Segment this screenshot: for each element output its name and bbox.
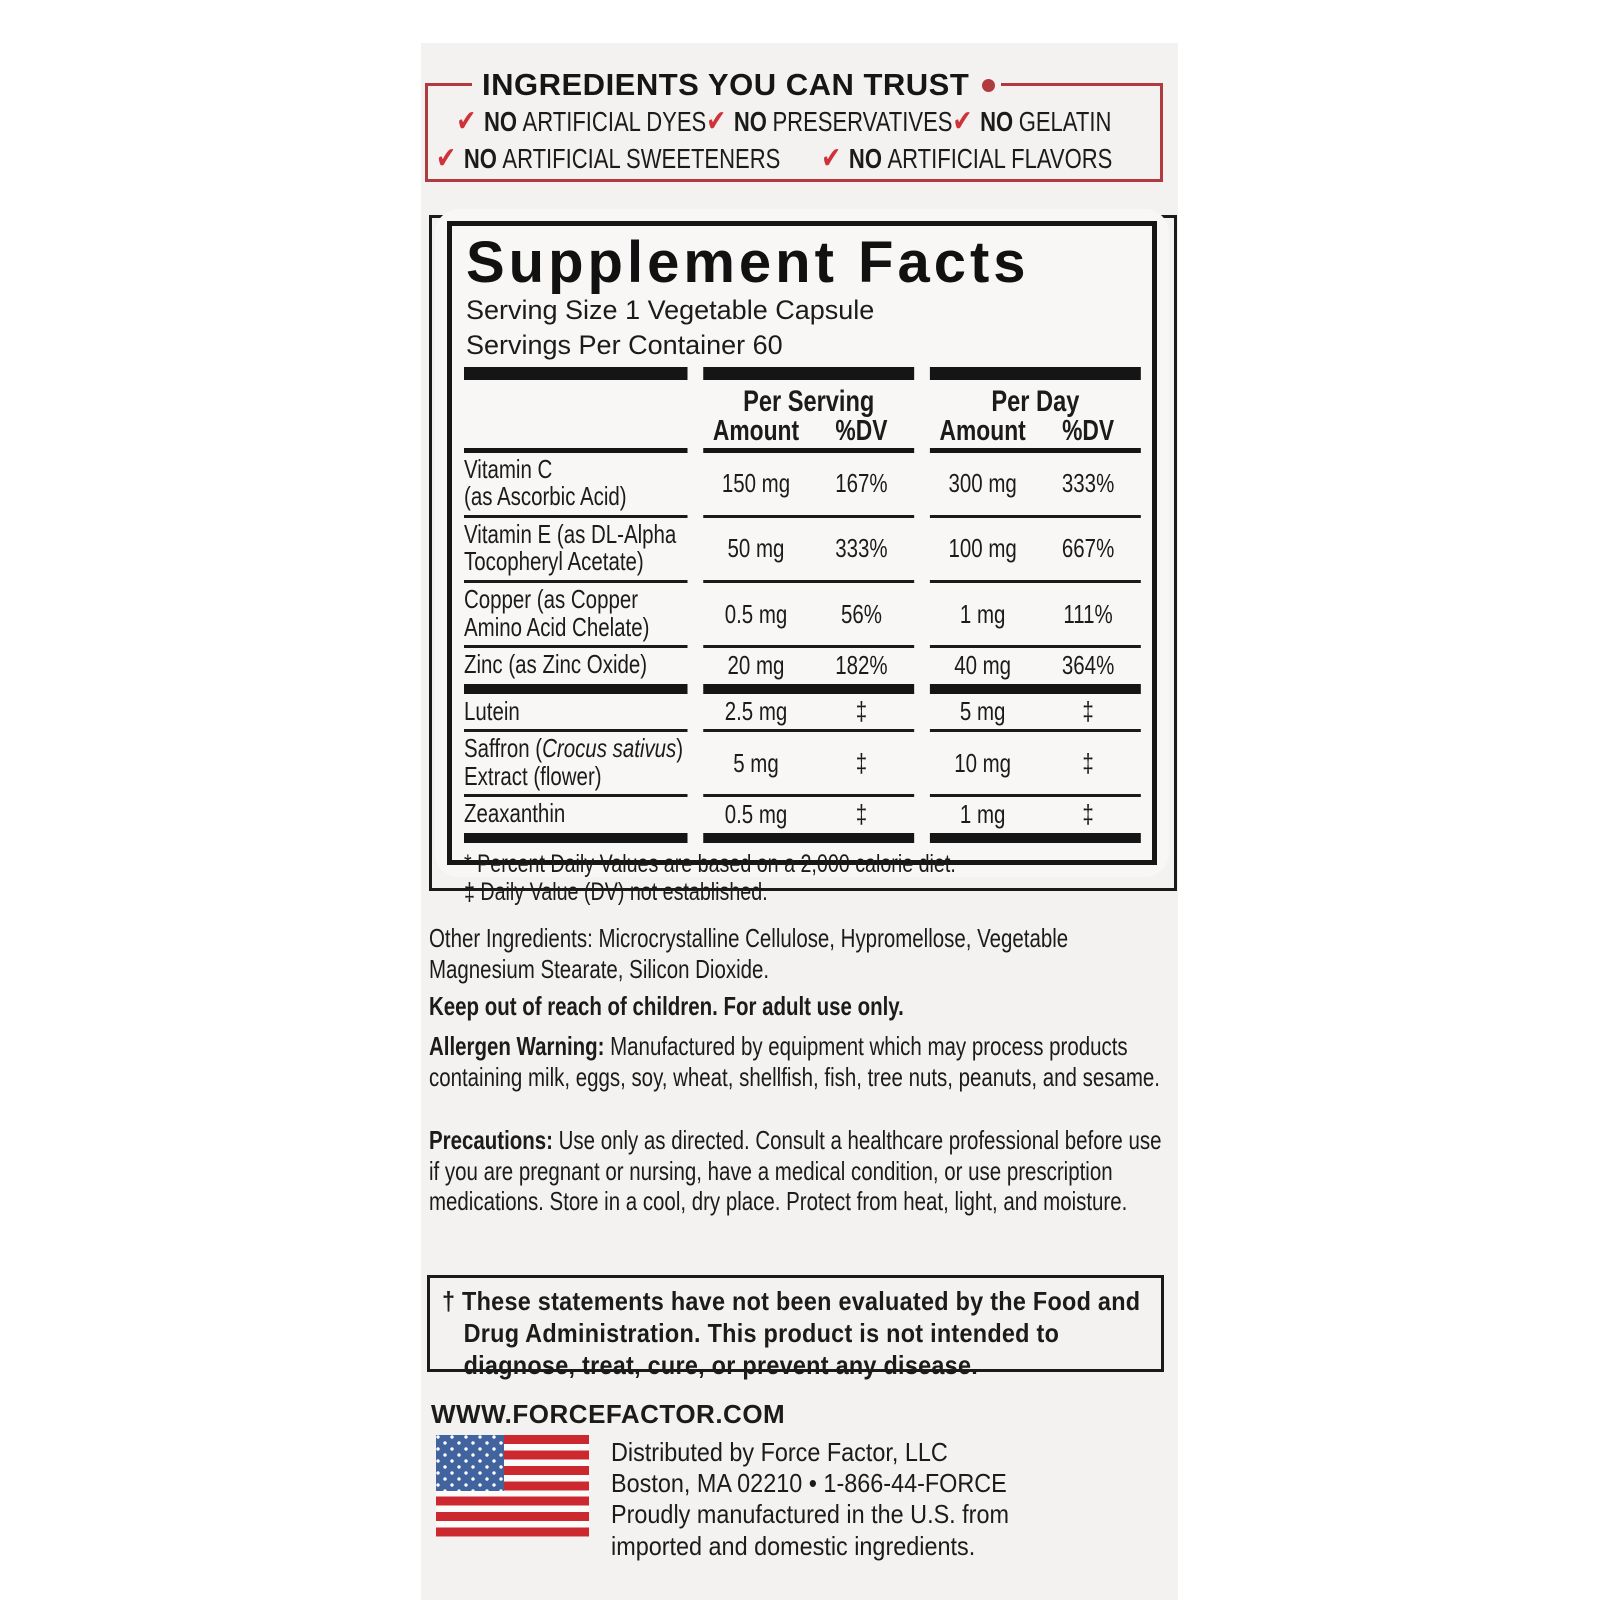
table-row-vitamin-c xyxy=(464,453,1141,518)
table-group-separator xyxy=(464,684,1141,694)
allergen-warning-label: Allergen Warning: xyxy=(429,1031,605,1061)
website-url: WWW.FORCEFACTOR.COM xyxy=(431,1399,786,1429)
supplement-facts-card xyxy=(435,209,1169,906)
distributor-line: imported and domestic ingredients. xyxy=(611,1530,976,1561)
package-panel xyxy=(421,43,1178,1600)
check-icon: ✔ xyxy=(706,105,727,138)
claim-no-word: NO xyxy=(848,143,882,174)
footnote-daily-values: * Percent Daily Values are based on a 2,000 calorie diet. xyxy=(464,849,956,878)
allergen-warning-text: Manufactured by equipment which may process products containing milk, eggs, soy, wheat, shellfish, fish, tree nuts, peanuts, and sesame. xyxy=(429,1031,1160,1092)
check-icon: ✔ xyxy=(952,105,973,138)
per-serving-amount: 0.5 mg xyxy=(724,598,788,629)
table-sub-headers xyxy=(464,415,1141,453)
trust-box xyxy=(425,67,1163,182)
distributor-info xyxy=(611,1435,1009,1562)
fda-disclaimer-box xyxy=(427,1275,1164,1381)
per-day-amount: 300 mg xyxy=(948,468,1017,499)
per-serving-amount: 0.5 mg xyxy=(724,799,788,830)
per-serving-dv: 333% xyxy=(835,533,888,564)
check-icon: ✔ xyxy=(456,105,477,138)
trust-claims-row-1 xyxy=(433,103,1126,140)
ingredient-name: Lutein xyxy=(464,695,520,726)
ingredient-name-line2: Extract (flower) xyxy=(464,760,602,791)
per-serving-dv: ‡ xyxy=(855,696,868,727)
per-serving-dv: 56% xyxy=(840,598,882,629)
table-row-zinc xyxy=(464,648,1141,683)
fda-disclaimer-text: † These statements have not been evaluated by the Food and Drug Administration. This product is not intended to diagnose, treat, cure, or prevent any disease. xyxy=(442,1286,1141,1381)
us-flag-icon xyxy=(436,1435,589,1537)
claim-no-word: NO xyxy=(463,143,497,174)
ingredient-name: Zeaxanthin xyxy=(464,798,566,829)
per-day-header: Per Day xyxy=(991,384,1080,418)
per-day-amount: 100 mg xyxy=(948,533,1017,564)
claim-no-artificial-flavors xyxy=(821,141,1112,176)
ingredient-name-line2: Tocopheryl Acetate) xyxy=(464,546,644,577)
serving-size: Serving Size 1 Vegetable Capsule xyxy=(466,295,875,325)
dv-header: %DV xyxy=(835,414,888,447)
keep-out-of-reach-warning: Keep out of reach of children. For adult use only. xyxy=(429,991,904,1021)
ingredient-name-line2: (as Ascorbic Acid) xyxy=(464,481,627,512)
check-icon: ✔ xyxy=(821,142,842,175)
ingredient-name: Saffron (Crocus sativus) xyxy=(464,733,684,764)
per-day-amount: 40 mg xyxy=(954,649,1012,680)
per-serving-amount: 150 mg xyxy=(721,468,791,499)
claim-no-word: NO xyxy=(483,106,518,137)
ingredient-name: Vitamin E (as DL-Alpha xyxy=(464,518,677,549)
supplement-facts-table xyxy=(464,367,1141,906)
per-serving-dv: ‡ xyxy=(855,747,868,778)
amount-header: Amount xyxy=(712,414,800,447)
table-row-copper xyxy=(464,583,1141,648)
per-serving-dv: 182% xyxy=(835,649,888,680)
per-serving-dv: ‡ xyxy=(855,799,868,830)
per-day-dv: 111% xyxy=(1063,598,1113,629)
per-day-dv: 364% xyxy=(1061,649,1115,680)
table-row-zeaxanthin xyxy=(464,797,1141,832)
distributor-line: Boston, MA 02210 • 1-866-44-FORCE xyxy=(611,1468,1007,1499)
us-flag-canton xyxy=(436,1435,504,1491)
claim-label: ARTIFICIAL DYES xyxy=(522,106,707,137)
ingredient-name: Vitamin C xyxy=(464,453,553,484)
claim-no-gelatin xyxy=(952,104,1111,139)
table-top-bars xyxy=(464,367,1141,380)
footnote-dv-not-established: ‡ Daily Value (DV) not established. xyxy=(464,877,768,906)
table-group-headers xyxy=(464,384,1141,418)
supplement-facts-title: Supplement Facts xyxy=(466,230,1030,295)
per-serving-amount: 2.5 mg xyxy=(724,696,788,727)
claim-no-preservatives xyxy=(706,104,952,139)
ingredient-name: Copper (as Copper xyxy=(464,584,639,615)
per-day-dv: 333% xyxy=(1061,468,1115,499)
per-day-amount: 1 mg xyxy=(959,598,1006,629)
bullet-dot-icon xyxy=(982,79,995,92)
table-row-vitamin-e xyxy=(464,518,1141,583)
table-bottom-bars xyxy=(464,833,1141,843)
claim-label: ARTIFICIAL FLAVORS xyxy=(887,143,1113,174)
trust-claims-row-2 xyxy=(428,140,1121,177)
trust-claims xyxy=(428,103,1113,177)
per-serving-amount: 50 mg xyxy=(727,533,785,564)
per-day-dv: ‡ xyxy=(1082,799,1094,830)
table-footnotes xyxy=(464,850,1141,906)
distributor-line: Proudly manufactured in the U.S. from xyxy=(611,1499,1009,1530)
per-day-dv: ‡ xyxy=(1082,747,1094,778)
ingredient-name: Zinc (as Zinc Oxide) xyxy=(464,649,648,680)
claim-label: GELATIN xyxy=(1018,106,1112,137)
per-serving-amount: 20 mg xyxy=(727,649,785,680)
per-day-amount: 5 mg xyxy=(959,696,1006,727)
precautions-text: Use only as directed. Consult a healthcare professional before use if you are pregnant or nursing, have a medical condition, or use prescription medications. Store in a cool, dry place. Protect from heat, light, and moisture. xyxy=(429,1125,1162,1217)
distributor-line: Distributed by Force Factor, LLC xyxy=(611,1437,948,1467)
claim-label: PRESERVATIVES xyxy=(772,106,953,137)
supplement-facts-panel xyxy=(447,221,1157,906)
dv-header: %DV xyxy=(1062,414,1115,447)
ingredient-name-line2: Amino Acid Chelate) xyxy=(464,611,650,642)
amount-header: Amount xyxy=(939,414,1026,447)
other-ingredients: Other Ingredients: Microcrystalline Cellulose, Hypromellose, Vegetable Magnesium Stearate, Silicon Dioxide. xyxy=(429,923,1069,984)
claim-label: ARTIFICIAL SWEETENERS xyxy=(502,143,781,174)
claim-no-word: NO xyxy=(980,106,1014,137)
servings-per-container: Servings Per Container 60 xyxy=(466,330,783,361)
claim-no-word: NO xyxy=(733,106,767,137)
trust-box-legend xyxy=(472,67,1001,103)
per-day-amount: 10 mg xyxy=(954,747,1012,778)
table-row-saffron xyxy=(464,732,1141,797)
table-row-lutein xyxy=(464,695,1141,733)
trust-box-title: INGREDIENTS YOU CAN TRUST xyxy=(482,67,970,102)
allergen-warning xyxy=(429,1031,1169,1092)
per-serving-header: Per Serving xyxy=(743,384,875,418)
claim-no-artificial-dyes xyxy=(456,104,706,139)
precautions-label: Precautions: xyxy=(429,1125,553,1155)
per-serving-amount: 5 mg xyxy=(733,747,779,778)
per-serving-dv: 167% xyxy=(835,468,888,499)
per-day-dv: 667% xyxy=(1061,533,1115,564)
per-day-dv: ‡ xyxy=(1082,696,1094,727)
claim-no-artificial-sweeteners xyxy=(436,141,780,176)
per-day-amount: 1 mg xyxy=(959,799,1006,830)
footer-distributor-block xyxy=(436,1435,1053,1562)
check-icon: ✔ xyxy=(436,142,456,175)
precautions xyxy=(429,1125,1169,1217)
